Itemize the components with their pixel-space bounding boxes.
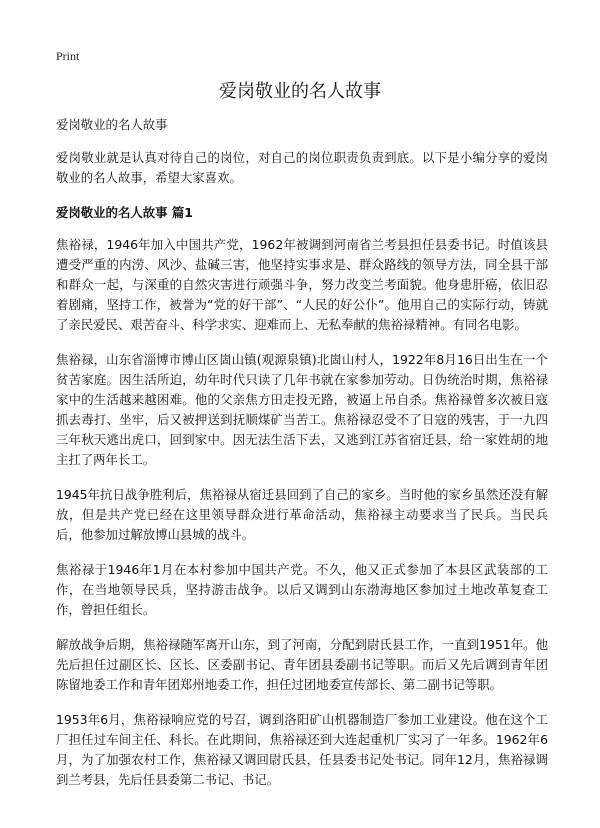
section-heading: 爱岗敬业的名人故事 篇1	[56, 205, 193, 220]
page-title: 爱岗敬业的名人故事	[219, 81, 381, 102]
story-paragraph-5: 解放战争后期，焦裕禄随军离开山东，到了河南，分配到尉氏县工作，一直到1951年。他先后担任过副区长、区长、区委副书记、青年团县委副书记等职。而后又先后调到青年团陈留地委工作和青年团郑州地委工作，担任过团地委宣传部长、第二副书记等职。	[56, 637, 548, 692]
story-paragraph-1: 焦裕禄，1946年加入中国共产党，1962年被调到河南省兰考县担任县委书记。时值该县遭受严重的内涝、风沙、盐碱三害，他坚持实事求是、群众路线的领导方法，同全县干部和群众一起，与深重的自然灾害进行顽强斗争，努力改变兰考面貌。他身患肝癌，依旧忍着剧痛，坚持工作，被誉为“党的好干部”、“人民的好公仆”。他用自己的实际行动，铸就了亲民爱民、艰苦奋斗、科学求实、迎难而上、无私奉献的焦裕禄精神。有同名电影。	[56, 237, 548, 332]
intro-paragraph: 爱岗敬业就是认真对待自己的岗位，对自己的岗位职责负责到底。以下是小编分享的爱岗敬业的名人故事，希望大家喜欢。	[56, 150, 548, 185]
article-subtitle: 爱岗敬业的名人故事	[56, 117, 168, 132]
print-link[interactable]: Print	[56, 49, 80, 63]
story-paragraph-4: 焦裕禄于1946年1月在本村参加中国共产党。不久，他又正式参加了本县区武装部的工作，在当地领导民兵，坚持游击战争。以后又调到山东渤海地区参加过土地改革复查工作，曾担任组长。	[56, 562, 548, 617]
article-body	[56, 115, 548, 805]
story-paragraph-2: 焦裕禄，山东省淄博市博山区崮山镇(观源泉镇)北崮山村人，1922年8月16日出生在一个贫苦家庭。因生活所迫，幼年时代只读了几年书就在家参加劳动。日伪统治时期，焦裕禄家中的生活越来越困难。他的父亲焦方田走投无路，被逼上吊自杀。焦裕禄曾多次被日寇抓去毒打、坐牢，后又被押送到抚顺煤矿当苦工。焦裕禄忍受不了日寇的残害，于一九四三年秋天逃出虎口，回到家中。因无法生活下去，又逃到江苏省宿迁县，给一家姓胡的地主扛了两年长工。	[56, 352, 548, 467]
story-paragraph-6: 1953年6月，焦裕禄响应党的号召，调到洛阳矿山机器制造厂参加工业建设。他在这个工厂担任过车间主任、科长。在此期间，焦裕禄还到大连起重机厂实习了一年多。1962年6月，为了加强农村工作，焦裕禄又调回尉氏县，任县委书记处书记。同年12月，焦裕禄调到兰考县，先后任县委第二书记、书记。	[56, 712, 548, 787]
story-paragraph-3: 1945年抗日战争胜利后，焦裕禄从宿迁县回到了自己的家乡。当时他的家乡虽然还没有解放，但是共产党已经在这里领导群众进行革命活动，焦裕禄主动要求当了民兵。当民兵后，他参加过解放博山县城的战斗。	[56, 487, 548, 542]
